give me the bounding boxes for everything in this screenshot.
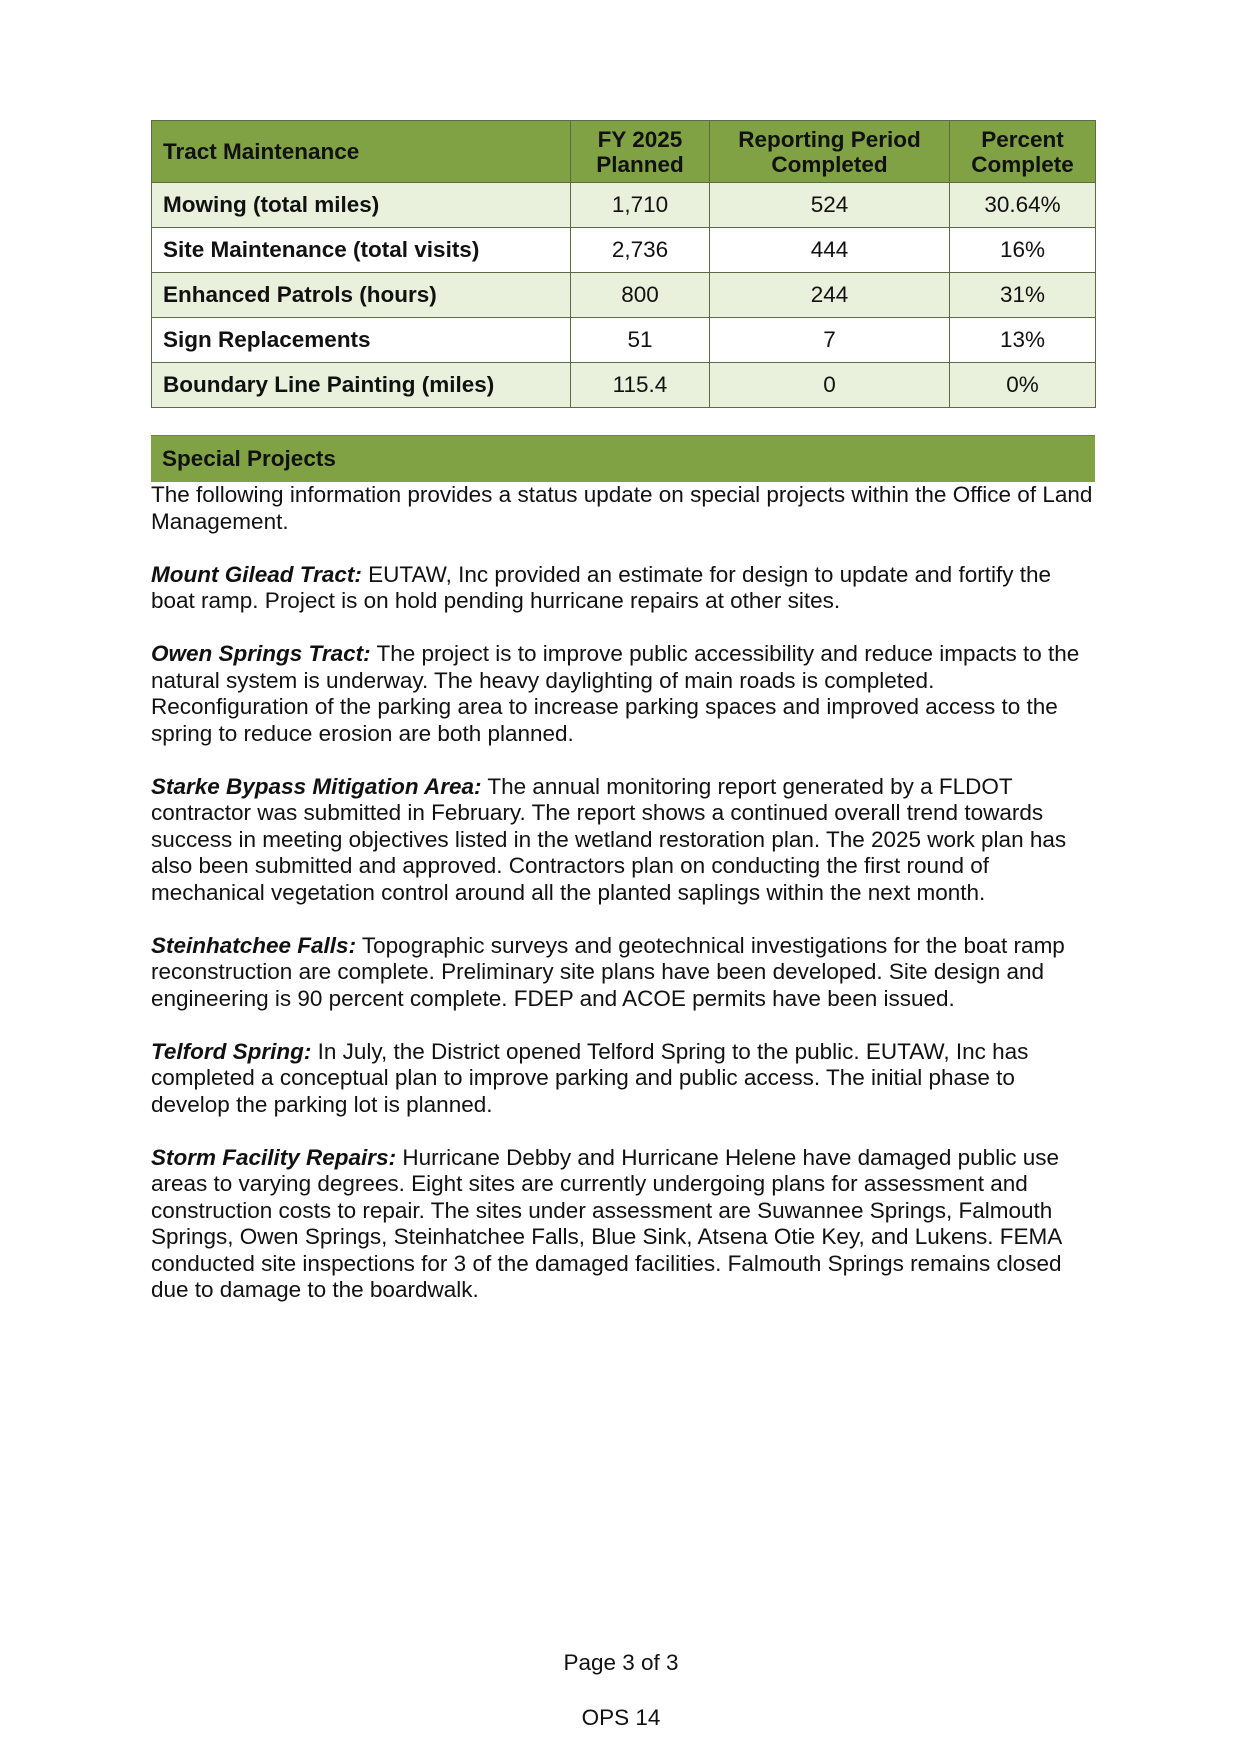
project-text: The annual monitoring report generated by a FLDOT contractor was submitted in February. The report shows a continued overall trend towards success in meeting objectives listed in the wetland restoration plan. The 2025 work plan has also been submitted and approved. Contractors plan on conducting the first round of mechanical vegetation control around all the planted saplings within the next month. [151, 773, 1067, 905]
header-tract-maintenance: Tract Maintenance [152, 121, 571, 183]
project-starke-bypass [151, 774, 1095, 907]
row-completed: 7 [710, 318, 950, 363]
project-text: EUTAW, Inc provided an estimate for design to update and fortify the boat ramp. Project is on hold pending hurricane repairs at other sites. [151, 561, 1051, 613]
row-percent: 30.64% [950, 183, 1096, 228]
row-completed: 0 [710, 363, 950, 408]
row-completed: 524 [710, 183, 950, 228]
project-owen-springs [151, 641, 1095, 747]
row-planned: 800 [571, 273, 710, 318]
table-row [152, 318, 1096, 363]
project-text: Hurricane Debby and Hurricane Helene have damaged public use areas to varying degrees. Eight sites are currently undergoing plans for assessment and construction costs to repair. The sites under assessment are Suwannee Springs, Falmouth Springs, Owen Springs, Steinhatchee Falls, Blue Sink, Atsena Otie Key, and Lukens. FEMA conducted site inspections for 3 of the damaged facilities. Falmouth Springs remains closed due to damage to the boardwalk. [151, 1144, 1062, 1302]
row-percent: 13% [950, 318, 1096, 363]
header-fy2025-planned: FY 2025 Planned [571, 121, 710, 183]
header-percent-complete: Percent Complete [950, 121, 1096, 183]
row-completed: 444 [710, 228, 950, 273]
project-storm-facility-repairs [151, 1145, 1095, 1304]
project-name: Steinhatchee Falls: [151, 932, 357, 958]
project-text: In July, the District opened Telford Spring to the public. EUTAW, Inc has completed a conceptual plan to improve parking and public access. The initial phase to develop the parking lot is planned. [151, 1038, 1029, 1117]
row-label: Mowing (total miles) [152, 183, 571, 228]
project-telford-spring [151, 1039, 1095, 1119]
row-planned: 1,710 [571, 183, 710, 228]
table-header-row [152, 121, 1096, 183]
special-projects-intro: The following information provides a status update on special projects within the Office of Land Management. [151, 482, 1093, 534]
header-reporting-period-completed: Reporting Period Completed [710, 121, 950, 183]
row-planned: 115.4 [571, 363, 710, 408]
table-row [152, 363, 1096, 408]
table-row [152, 228, 1096, 273]
project-name: Storm Facility Repairs: [151, 1144, 397, 1170]
row-percent: 31% [950, 273, 1096, 318]
special-projects-heading: Special Projects [151, 435, 1095, 482]
project-mount-gilead [151, 562, 1095, 615]
row-label: Boundary Line Painting (miles) [152, 363, 571, 408]
document-page [151, 120, 1095, 1304]
row-label: Enhanced Patrols (hours) [152, 273, 571, 318]
table-row [152, 273, 1096, 318]
row-percent: 16% [950, 228, 1096, 273]
row-percent: 0% [950, 363, 1096, 408]
tract-maintenance-table [151, 120, 1096, 408]
document-id: OPS 14 [581, 1705, 661, 1730]
row-planned: 51 [571, 318, 710, 363]
project-name: Telford Spring: [151, 1038, 312, 1064]
project-text: The project is to improve public accessibility and reduce impacts to the natural system is underway. The heavy daylighting of main roads is completed. Reconfiguration of the parking area to increase parking spaces and improved access to the spring to reduce erosion are both planned. [151, 641, 1080, 746]
row-planned: 2,736 [571, 228, 710, 273]
table-row [152, 183, 1096, 228]
project-name: Starke Bypass Mitigation Area: [151, 773, 482, 799]
project-text: Topographic surveys and geotechnical investigations for the boat ramp reconstruction are complete. Preliminary site plans have been developed. Site design and engineering is 90 percent complete. FDEP and ACOE permits have been issued. [151, 932, 1065, 1011]
row-label: Sign Replacements [152, 318, 571, 363]
special-projects-body [151, 482, 1095, 1304]
page-number: Page 3 of 3 [563, 1650, 679, 1675]
project-steinhatchee-falls [151, 933, 1095, 1013]
project-name: Owen Springs Tract: [151, 641, 371, 666]
project-name: Mount Gilead Tract: [151, 561, 362, 587]
row-label: Site Maintenance (total visits) [152, 228, 571, 273]
row-completed: 244 [710, 273, 950, 318]
